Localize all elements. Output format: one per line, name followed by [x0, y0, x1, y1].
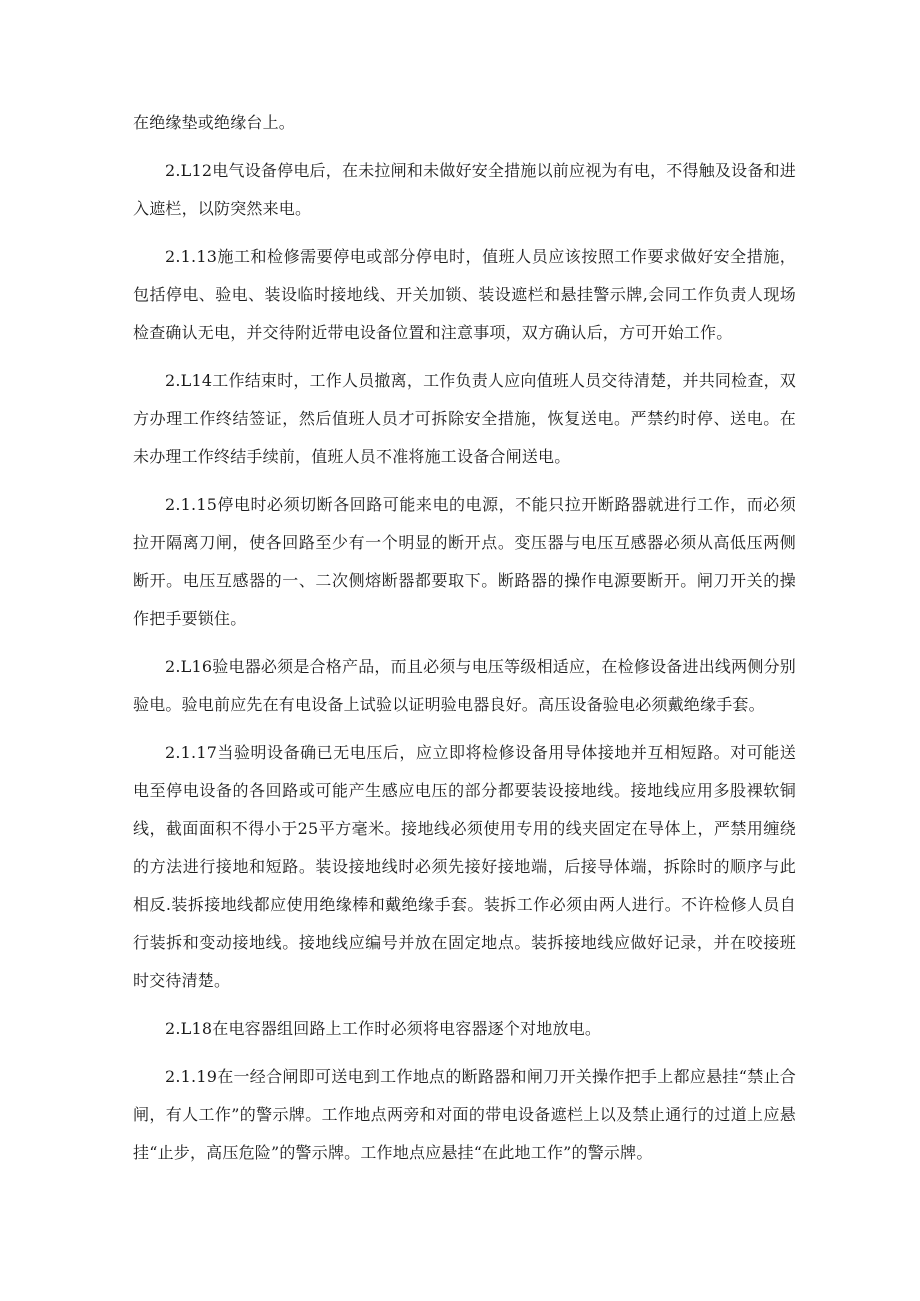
paragraph-2-1-17: 2.1.17当验明设备确已无电压后，应立即将检修设备用导体接地并互相短路。对可能送电至停电设备的各回路或可能产生感应电压的部分都要装设接地线。接地线应用多股裸软铜线，截面面积不得小于25平方毫米。接地线必须使用专用的线夹固定在导体上，严禁用缠绕的方法进行接地和短路。装设接地线时必须先接好接地端，后接导体端，拆除时的顺序与此相反.装拆接地线都应使用绝缘棒和戴绝缘手套。装拆工作必须由两人进行。不许检修人员自行装拆和变动接地线。接地线应编号并放在固定地点。装拆接地线应做好记录，并在咬接班时交待清楚。	[133, 743, 796, 990]
document-body	[133, 104, 796, 1182]
paragraph-2-1-15: 2.1.15停电时必须切断各回路可能来电的电源，不能只拉开断路器就进行工作，而必须拉开隔离刀闸，使各回路至少有一个明显的断开点。变压器与电压互感器必须从高低压两侧断开。电压互感器的一、二次侧熔断器都要取下。断路器的操作电源要断开。闸刀开关的操作把手要锁住。	[133, 495, 796, 628]
paragraph-2-1-16: 2.L16验电器必须是合格产品，而且必须与电压等级相适应，在检修设备进出线两侧分别验电。验电前应先在有电设备上试验以证明验电器良好。高压设备验电必须戴绝缘手套。	[133, 657, 796, 714]
paragraph-2-1-18: 2.L18在电容器组回路上工作时必须将电容器逐个对地放电。	[165, 1019, 602, 1038]
paragraph-2-1-19: 2.1.19在一经合闸即可送电到工作地点的断路器和闸刀开关操作把手上都应悬挂“禁止合闸，有人工作”的警示牌。工作地点两旁和对面的带电设备遮栏上以及禁止通行的过道上应悬挂“止步，高压危险”的警示牌。工作地点应悬挂“在此地工作”的警示牌。	[133, 1067, 796, 1162]
paragraph-2-1-12: 2.L12电气设备停电后，在未拉闸和未做好安全措施以前应视为有电，不得触及设备和进入遮栏，以防突然来电。	[133, 161, 796, 218]
paragraph-2-1-13: 2.1.13施工和检修需要停电或部分停电时，值班人员应该按照工作要求做好安全措施，包括停电、验电、装设临时接地线、开关加锁、装设遮栏和悬挂警示牌,会同工作负责人现场检查确认无电，并交待附近带电设备位置和注意事项，双方确认后，方可开始工作。	[133, 247, 796, 342]
paragraph-continuation: 在绝缘垫或绝缘台上。	[133, 113, 296, 132]
paragraph-2-1-14: 2.L14工作结束时，工作人员撤离，工作负责人应向值班人员交待清楚，并共同检查，双方办理工作终结签证，然后值班人员才可拆除安全措施，恢复送电。严禁约时停、送电。在未办理工作终结手续前，值班人员不准将施工设备合闸送电。	[133, 371, 796, 466]
